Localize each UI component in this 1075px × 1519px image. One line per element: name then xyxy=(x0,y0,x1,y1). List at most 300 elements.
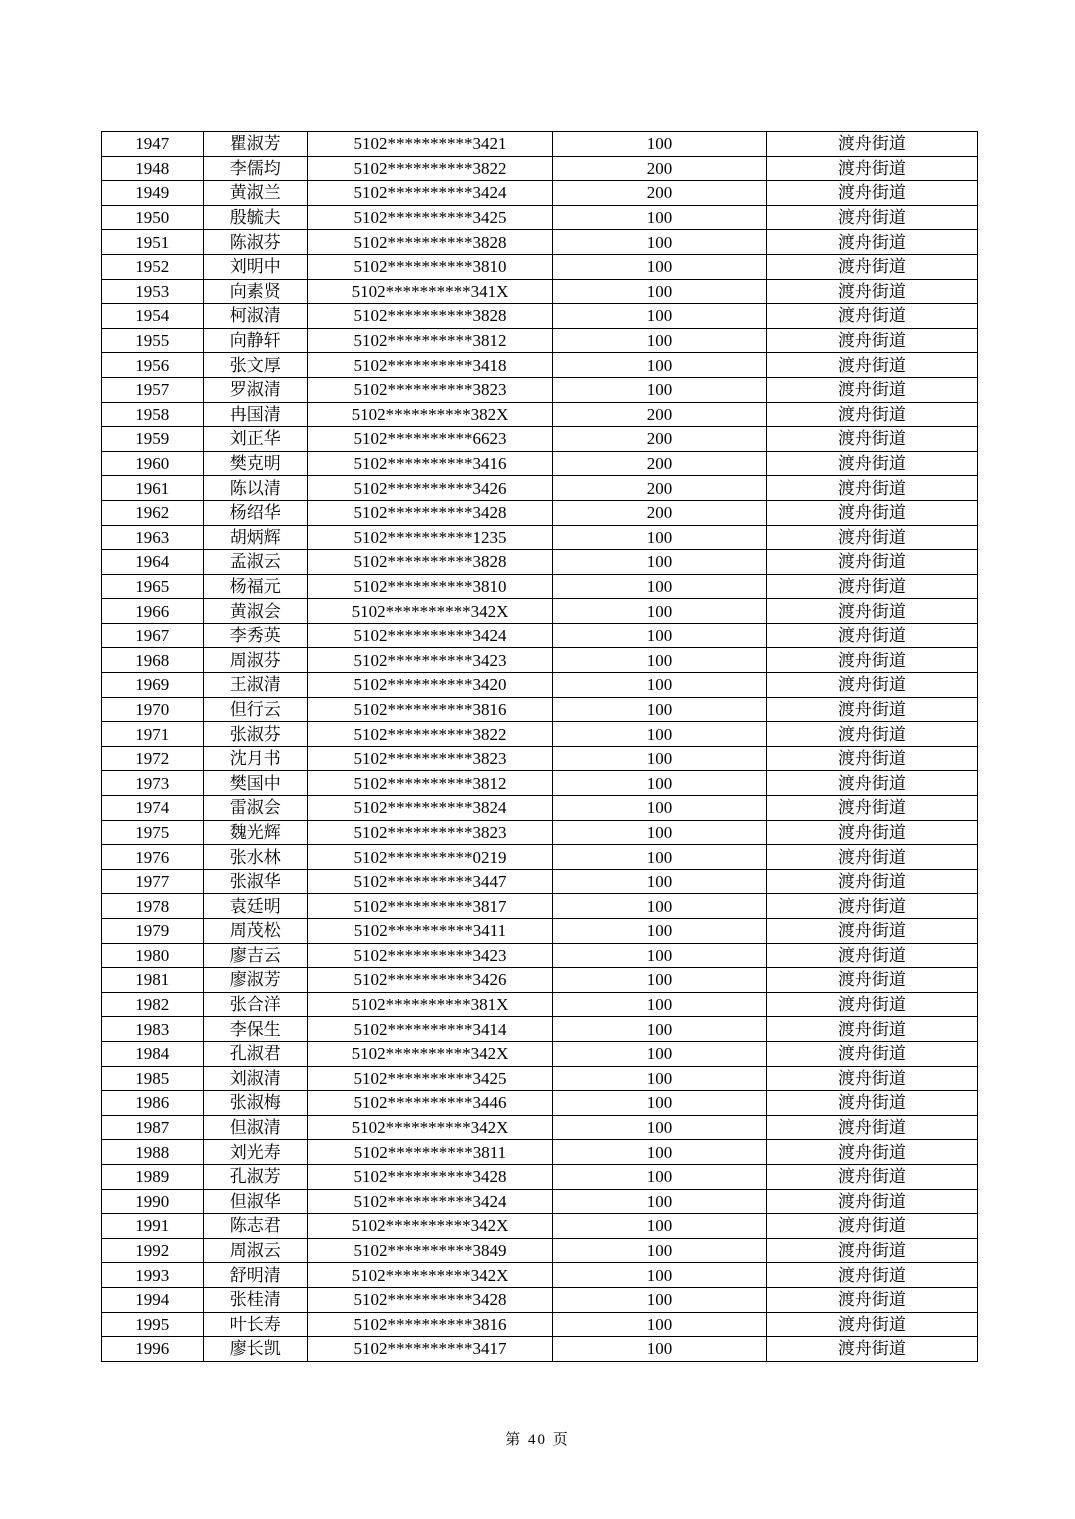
row-street-cell: 渡舟街道 xyxy=(766,427,977,452)
row-name-cell: 刘光寿 xyxy=(203,1140,307,1165)
row-amount-cell: 100 xyxy=(553,353,767,378)
row-street-cell: 渡舟街道 xyxy=(766,328,977,353)
row-id-cell: 5102**********6623 xyxy=(307,427,552,452)
row-amount-cell: 100 xyxy=(553,697,767,722)
row-amount-cell: 100 xyxy=(553,1312,767,1337)
table-row xyxy=(102,1337,978,1362)
row-name-cell: 柯淑清 xyxy=(203,304,307,329)
row-name-cell: 周淑云 xyxy=(203,1238,307,1263)
table-row xyxy=(102,968,978,993)
table-row xyxy=(102,943,978,968)
row-no-cell: 1987 xyxy=(102,1115,204,1140)
row-amount-cell: 200 xyxy=(553,451,767,476)
row-name-cell: 刘正华 xyxy=(203,427,307,452)
row-amount-cell: 100 xyxy=(553,771,767,796)
row-no-cell: 1983 xyxy=(102,1017,204,1042)
row-street-cell: 渡舟街道 xyxy=(766,525,977,550)
row-street-cell: 渡舟街道 xyxy=(766,894,977,919)
table-row xyxy=(102,869,978,894)
row-id-cell: 5102**********3447 xyxy=(307,869,552,894)
row-amount-cell: 100 xyxy=(553,992,767,1017)
row-street-cell: 渡舟街道 xyxy=(766,279,977,304)
row-street-cell: 渡舟街道 xyxy=(766,500,977,525)
row-street-cell: 渡舟街道 xyxy=(766,353,977,378)
row-street-cell: 渡舟街道 xyxy=(766,1214,977,1239)
table-row xyxy=(102,722,978,747)
table-row xyxy=(102,992,978,1017)
table-row xyxy=(102,746,978,771)
row-street-cell: 渡舟街道 xyxy=(766,697,977,722)
table-row xyxy=(102,796,978,821)
row-name-cell: 黄淑会 xyxy=(203,599,307,624)
row-id-cell: 5102**********3428 xyxy=(307,500,552,525)
row-no-cell: 1986 xyxy=(102,1091,204,1116)
row-no-cell: 1955 xyxy=(102,328,204,353)
row-street-cell: 渡舟街道 xyxy=(766,132,977,157)
row-id-cell: 5102**********3849 xyxy=(307,1238,552,1263)
row-id-cell: 5102**********342X xyxy=(307,1214,552,1239)
row-amount-cell: 100 xyxy=(553,1238,767,1263)
row-amount-cell: 100 xyxy=(553,673,767,698)
row-no-cell: 1982 xyxy=(102,992,204,1017)
row-street-cell: 渡舟街道 xyxy=(766,722,977,747)
row-id-cell: 5102**********3810 xyxy=(307,254,552,279)
table-row xyxy=(102,181,978,206)
table-row xyxy=(102,1214,978,1239)
row-amount-cell: 100 xyxy=(553,1189,767,1214)
table-row xyxy=(102,377,978,402)
row-name-cell: 向素贤 xyxy=(203,279,307,304)
row-no-cell: 1990 xyxy=(102,1189,204,1214)
row-amount-cell: 100 xyxy=(553,968,767,993)
row-no-cell: 1971 xyxy=(102,722,204,747)
row-no-cell: 1957 xyxy=(102,377,204,402)
row-no-cell: 1989 xyxy=(102,1164,204,1189)
row-no-cell: 1952 xyxy=(102,254,204,279)
row-name-cell: 黄淑兰 xyxy=(203,181,307,206)
row-name-cell: 李保生 xyxy=(203,1017,307,1042)
beneficiary-table xyxy=(101,131,978,1362)
row-id-cell: 5102**********3420 xyxy=(307,673,552,698)
row-street-cell: 渡舟街道 xyxy=(766,1263,977,1288)
row-street-cell: 渡舟街道 xyxy=(766,1017,977,1042)
row-name-cell: 张桂清 xyxy=(203,1287,307,1312)
row-id-cell: 5102**********3424 xyxy=(307,1189,552,1214)
row-street-cell: 渡舟街道 xyxy=(766,377,977,402)
row-street-cell: 渡舟街道 xyxy=(766,968,977,993)
row-no-cell: 1951 xyxy=(102,230,204,255)
row-name-cell: 向静轩 xyxy=(203,328,307,353)
row-name-cell: 张淑华 xyxy=(203,869,307,894)
row-no-cell: 1954 xyxy=(102,304,204,329)
table-row xyxy=(102,254,978,279)
row-street-cell: 渡舟街道 xyxy=(766,574,977,599)
table-row xyxy=(102,1140,978,1165)
row-amount-cell: 100 xyxy=(553,845,767,870)
row-id-cell: 5102**********342X xyxy=(307,599,552,624)
row-name-cell: 周淑芬 xyxy=(203,648,307,673)
row-amount-cell: 100 xyxy=(553,574,767,599)
table-row xyxy=(102,845,978,870)
row-no-cell: 1981 xyxy=(102,968,204,993)
row-street-cell: 渡舟街道 xyxy=(766,796,977,821)
table-row xyxy=(102,205,978,230)
row-no-cell: 1963 xyxy=(102,525,204,550)
row-amount-cell: 100 xyxy=(553,304,767,329)
row-name-cell: 张合洋 xyxy=(203,992,307,1017)
row-street-cell: 渡舟街道 xyxy=(766,746,977,771)
table-row xyxy=(102,1017,978,1042)
row-amount-cell: 200 xyxy=(553,402,767,427)
row-street-cell: 渡舟街道 xyxy=(766,1164,977,1189)
row-no-cell: 1956 xyxy=(102,353,204,378)
table-row xyxy=(102,402,978,427)
row-id-cell: 5102**********3823 xyxy=(307,377,552,402)
row-street-cell: 渡舟街道 xyxy=(766,1091,977,1116)
row-no-cell: 1976 xyxy=(102,845,204,870)
row-name-cell: 张文厚 xyxy=(203,353,307,378)
row-id-cell: 5102**********3417 xyxy=(307,1337,552,1362)
row-amount-cell: 100 xyxy=(553,869,767,894)
row-amount-cell: 100 xyxy=(553,279,767,304)
row-amount-cell: 100 xyxy=(553,1017,767,1042)
row-name-cell: 杨绍华 xyxy=(203,500,307,525)
row-street-cell: 渡舟街道 xyxy=(766,476,977,501)
row-id-cell: 5102**********1235 xyxy=(307,525,552,550)
row-no-cell: 1953 xyxy=(102,279,204,304)
row-id-cell: 5102**********3816 xyxy=(307,697,552,722)
row-id-cell: 5102**********3418 xyxy=(307,353,552,378)
row-no-cell: 1972 xyxy=(102,746,204,771)
row-id-cell: 5102**********3812 xyxy=(307,328,552,353)
row-amount-cell: 100 xyxy=(553,746,767,771)
row-name-cell: 袁廷明 xyxy=(203,894,307,919)
row-name-cell: 沈月书 xyxy=(203,746,307,771)
row-no-cell: 1948 xyxy=(102,156,204,181)
row-no-cell: 1975 xyxy=(102,820,204,845)
row-street-cell: 渡舟街道 xyxy=(766,1337,977,1362)
table-row xyxy=(102,894,978,919)
table-row xyxy=(102,279,978,304)
row-amount-cell: 200 xyxy=(553,156,767,181)
table-row xyxy=(102,525,978,550)
row-id-cell: 5102**********3425 xyxy=(307,205,552,230)
row-no-cell: 1984 xyxy=(102,1041,204,1066)
row-name-cell: 张淑梅 xyxy=(203,1091,307,1116)
row-name-cell: 魏光辉 xyxy=(203,820,307,845)
row-street-cell: 渡舟街道 xyxy=(766,1066,977,1091)
row-name-cell: 孔淑芳 xyxy=(203,1164,307,1189)
row-amount-cell: 100 xyxy=(553,599,767,624)
row-no-cell: 1980 xyxy=(102,943,204,968)
row-id-cell: 5102**********3411 xyxy=(307,919,552,944)
row-no-cell: 1966 xyxy=(102,599,204,624)
row-street-cell: 渡舟街道 xyxy=(766,673,977,698)
row-no-cell: 1994 xyxy=(102,1287,204,1312)
row-id-cell: 5102**********3426 xyxy=(307,476,552,501)
row-name-cell: 廖淑芳 xyxy=(203,968,307,993)
row-id-cell: 5102**********3428 xyxy=(307,1287,552,1312)
row-no-cell: 1977 xyxy=(102,869,204,894)
row-no-cell: 1993 xyxy=(102,1263,204,1288)
table-row xyxy=(102,673,978,698)
row-amount-cell: 100 xyxy=(553,796,767,821)
table-row xyxy=(102,623,978,648)
table-row xyxy=(102,1312,978,1337)
row-street-cell: 渡舟街道 xyxy=(766,845,977,870)
row-id-cell: 5102**********3446 xyxy=(307,1091,552,1116)
table-row xyxy=(102,328,978,353)
row-amount-cell: 100 xyxy=(553,205,767,230)
row-street-cell: 渡舟街道 xyxy=(766,1238,977,1263)
row-street-cell: 渡舟街道 xyxy=(766,820,977,845)
row-street-cell: 渡舟街道 xyxy=(766,1189,977,1214)
row-amount-cell: 100 xyxy=(553,623,767,648)
row-amount-cell: 100 xyxy=(553,550,767,575)
table-row xyxy=(102,919,978,944)
row-street-cell: 渡舟街道 xyxy=(766,230,977,255)
row-name-cell: 陈淑芬 xyxy=(203,230,307,255)
row-street-cell: 渡舟街道 xyxy=(766,1115,977,1140)
row-amount-cell: 100 xyxy=(553,328,767,353)
row-id-cell: 5102**********3812 xyxy=(307,771,552,796)
row-id-cell: 5102**********381X xyxy=(307,992,552,1017)
row-no-cell: 1996 xyxy=(102,1337,204,1362)
table-row xyxy=(102,1287,978,1312)
row-no-cell: 1969 xyxy=(102,673,204,698)
row-amount-cell: 100 xyxy=(553,722,767,747)
row-no-cell: 1947 xyxy=(102,132,204,157)
row-street-cell: 渡舟街道 xyxy=(766,919,977,944)
row-street-cell: 渡舟街道 xyxy=(766,648,977,673)
row-amount-cell: 100 xyxy=(553,230,767,255)
row-no-cell: 1973 xyxy=(102,771,204,796)
row-no-cell: 1968 xyxy=(102,648,204,673)
row-no-cell: 1978 xyxy=(102,894,204,919)
row-no-cell: 1979 xyxy=(102,919,204,944)
row-amount-cell: 100 xyxy=(553,1337,767,1362)
row-amount-cell: 100 xyxy=(553,254,767,279)
row-amount-cell: 200 xyxy=(553,500,767,525)
table-row xyxy=(102,820,978,845)
row-no-cell: 1992 xyxy=(102,1238,204,1263)
row-street-cell: 渡舟街道 xyxy=(766,1287,977,1312)
row-street-cell: 渡舟街道 xyxy=(766,943,977,968)
row-name-cell: 刘明中 xyxy=(203,254,307,279)
row-no-cell: 1991 xyxy=(102,1214,204,1239)
row-id-cell: 5102**********341X xyxy=(307,279,552,304)
row-id-cell: 5102**********3423 xyxy=(307,943,552,968)
row-street-cell: 渡舟街道 xyxy=(766,869,977,894)
table-row xyxy=(102,1238,978,1263)
row-name-cell: 李秀英 xyxy=(203,623,307,648)
row-street-cell: 渡舟街道 xyxy=(766,304,977,329)
row-amount-cell: 100 xyxy=(553,1041,767,1066)
row-street-cell: 渡舟街道 xyxy=(766,623,977,648)
row-amount-cell: 100 xyxy=(553,943,767,968)
row-amount-cell: 100 xyxy=(553,525,767,550)
table-row xyxy=(102,1164,978,1189)
row-id-cell: 5102**********3428 xyxy=(307,1164,552,1189)
row-name-cell: 周茂松 xyxy=(203,919,307,944)
row-id-cell: 5102**********3425 xyxy=(307,1066,552,1091)
row-name-cell: 陈志君 xyxy=(203,1214,307,1239)
row-amount-cell: 100 xyxy=(553,648,767,673)
row-street-cell: 渡舟街道 xyxy=(766,451,977,476)
row-id-cell: 5102**********0219 xyxy=(307,845,552,870)
row-no-cell: 1964 xyxy=(102,550,204,575)
table-row xyxy=(102,1041,978,1066)
table-row xyxy=(102,353,978,378)
row-amount-cell: 100 xyxy=(553,1115,767,1140)
table-row xyxy=(102,599,978,624)
row-name-cell: 但行云 xyxy=(203,697,307,722)
row-amount-cell: 100 xyxy=(553,1214,767,1239)
row-name-cell: 陈以清 xyxy=(203,476,307,501)
row-no-cell: 1961 xyxy=(102,476,204,501)
row-no-cell: 1960 xyxy=(102,451,204,476)
row-name-cell: 杨福元 xyxy=(203,574,307,599)
row-name-cell: 张淑芬 xyxy=(203,722,307,747)
row-street-cell: 渡舟街道 xyxy=(766,992,977,1017)
row-id-cell: 5102**********3810 xyxy=(307,574,552,599)
row-street-cell: 渡舟街道 xyxy=(766,156,977,181)
table-row xyxy=(102,476,978,501)
row-street-cell: 渡舟街道 xyxy=(766,254,977,279)
row-street-cell: 渡舟街道 xyxy=(766,550,977,575)
row-street-cell: 渡舟街道 xyxy=(766,599,977,624)
row-name-cell: 胡炳辉 xyxy=(203,525,307,550)
row-name-cell: 孟淑云 xyxy=(203,550,307,575)
row-id-cell: 5102**********342X xyxy=(307,1041,552,1066)
row-no-cell: 1974 xyxy=(102,796,204,821)
row-name-cell: 舒明清 xyxy=(203,1263,307,1288)
row-no-cell: 1962 xyxy=(102,500,204,525)
table-row xyxy=(102,771,978,796)
row-amount-cell: 100 xyxy=(553,1164,767,1189)
table-row xyxy=(102,156,978,181)
row-no-cell: 1967 xyxy=(102,623,204,648)
row-id-cell: 5102**********3823 xyxy=(307,746,552,771)
row-amount-cell: 100 xyxy=(553,820,767,845)
row-id-cell: 5102**********342X xyxy=(307,1115,552,1140)
table-row xyxy=(102,230,978,255)
row-street-cell: 渡舟街道 xyxy=(766,205,977,230)
row-name-cell: 罗淑清 xyxy=(203,377,307,402)
row-no-cell: 1970 xyxy=(102,697,204,722)
row-name-cell: 瞿淑芳 xyxy=(203,132,307,157)
table-row xyxy=(102,550,978,575)
row-id-cell: 5102**********342X xyxy=(307,1263,552,1288)
row-no-cell: 1959 xyxy=(102,427,204,452)
table-row xyxy=(102,500,978,525)
row-street-cell: 渡舟街道 xyxy=(766,402,977,427)
row-id-cell: 5102**********3823 xyxy=(307,820,552,845)
row-street-cell: 渡舟街道 xyxy=(766,1140,977,1165)
row-name-cell: 但淑华 xyxy=(203,1189,307,1214)
row-no-cell: 1950 xyxy=(102,205,204,230)
row-no-cell: 1949 xyxy=(102,181,204,206)
table-row xyxy=(102,1091,978,1116)
table-row xyxy=(102,1066,978,1091)
row-name-cell: 樊国中 xyxy=(203,771,307,796)
row-amount-cell: 100 xyxy=(553,1287,767,1312)
table-row xyxy=(102,132,978,157)
row-name-cell: 殷毓夫 xyxy=(203,205,307,230)
row-name-cell: 冉国清 xyxy=(203,402,307,427)
row-id-cell: 5102**********3423 xyxy=(307,648,552,673)
row-street-cell: 渡舟街道 xyxy=(766,1312,977,1337)
row-amount-cell: 100 xyxy=(553,1066,767,1091)
row-id-cell: 5102**********3828 xyxy=(307,230,552,255)
row-name-cell: 但淑清 xyxy=(203,1115,307,1140)
row-id-cell: 5102**********3811 xyxy=(307,1140,552,1165)
row-amount-cell: 100 xyxy=(553,919,767,944)
row-no-cell: 1965 xyxy=(102,574,204,599)
table-row xyxy=(102,697,978,722)
row-id-cell: 5102**********3822 xyxy=(307,156,552,181)
table-row xyxy=(102,648,978,673)
row-amount-cell: 200 xyxy=(553,181,767,206)
row-name-cell: 廖长凯 xyxy=(203,1337,307,1362)
row-amount-cell: 200 xyxy=(553,476,767,501)
row-id-cell: 5102**********3822 xyxy=(307,722,552,747)
row-id-cell: 5102**********3828 xyxy=(307,304,552,329)
row-id-cell: 5102**********3421 xyxy=(307,132,552,157)
row-id-cell: 5102**********3424 xyxy=(307,623,552,648)
table-row xyxy=(102,451,978,476)
row-name-cell: 刘淑清 xyxy=(203,1066,307,1091)
table-row xyxy=(102,1189,978,1214)
row-id-cell: 5102**********3828 xyxy=(307,550,552,575)
row-name-cell: 李儒均 xyxy=(203,156,307,181)
row-amount-cell: 100 xyxy=(553,1263,767,1288)
row-id-cell: 5102**********3817 xyxy=(307,894,552,919)
row-name-cell: 廖吉云 xyxy=(203,943,307,968)
page-number: 第 40 页 xyxy=(505,1432,570,1448)
row-amount-cell: 100 xyxy=(553,132,767,157)
row-street-cell: 渡舟街道 xyxy=(766,771,977,796)
row-id-cell: 5102**********3424 xyxy=(307,181,552,206)
row-id-cell: 5102**********3416 xyxy=(307,451,552,476)
row-amount-cell: 100 xyxy=(553,1140,767,1165)
row-name-cell: 樊克明 xyxy=(203,451,307,476)
row-id-cell: 5102**********382X xyxy=(307,402,552,427)
table-row xyxy=(102,1115,978,1140)
table-row xyxy=(102,1263,978,1288)
row-no-cell: 1995 xyxy=(102,1312,204,1337)
row-street-cell: 渡舟街道 xyxy=(766,1041,977,1066)
row-id-cell: 5102**********3426 xyxy=(307,968,552,993)
row-amount-cell: 200 xyxy=(553,427,767,452)
row-amount-cell: 100 xyxy=(553,1091,767,1116)
row-name-cell: 王淑清 xyxy=(203,673,307,698)
table-row xyxy=(102,304,978,329)
row-id-cell: 5102**********3816 xyxy=(307,1312,552,1337)
row-no-cell: 1958 xyxy=(102,402,204,427)
row-street-cell: 渡舟街道 xyxy=(766,181,977,206)
row-amount-cell: 100 xyxy=(553,377,767,402)
row-name-cell: 孔淑君 xyxy=(203,1041,307,1066)
roster-body xyxy=(102,132,978,1362)
row-name-cell: 叶长寿 xyxy=(203,1312,307,1337)
row-id-cell: 5102**********3824 xyxy=(307,796,552,821)
table-row xyxy=(102,427,978,452)
row-amount-cell: 100 xyxy=(553,894,767,919)
table-row xyxy=(102,574,978,599)
row-no-cell: 1988 xyxy=(102,1140,204,1165)
row-name-cell: 张水林 xyxy=(203,845,307,870)
